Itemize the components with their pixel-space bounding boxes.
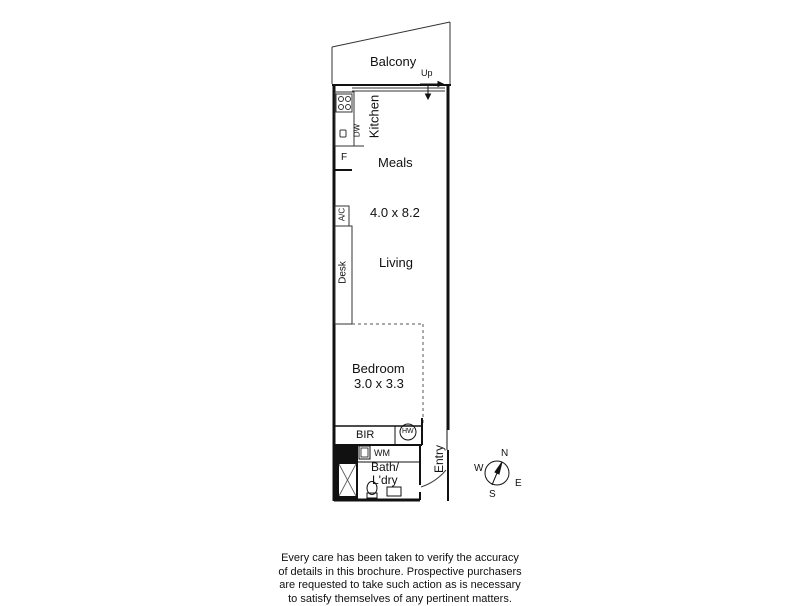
bedroom-dimensions: 3.0 x 3.3 <box>354 376 404 391</box>
hw-label: HW <box>402 428 414 435</box>
disclaimer-line: Every care has been taken to verify the accuracy <box>250 552 550 566</box>
bath-label: Bath/ <box>371 460 399 474</box>
disclaimer <box>250 552 550 606</box>
living-dimensions: 4.0 x 8.2 <box>370 205 420 220</box>
living-label: Living <box>379 255 413 270</box>
laundry-label: L'dry <box>372 473 398 487</box>
compass-east: E <box>515 478 522 489</box>
wm-label: WM <box>374 448 390 458</box>
compass-north: N <box>501 448 508 459</box>
kitchen-label: Kitchen <box>367 92 382 142</box>
fridge-label: F <box>341 152 347 163</box>
compass-icon <box>485 461 509 485</box>
disclaimer-line: to satisfy themselves of any pertinent matters. <box>250 593 550 606</box>
disclaimer-line: of details in this brochure. Prospective purchasers <box>250 566 550 580</box>
up-arrow-icon <box>420 82 443 100</box>
meals-label: Meals <box>378 155 413 170</box>
disclaimer-line: are requested to take such action as is necessary <box>250 579 550 593</box>
compass-south: S <box>489 489 496 500</box>
compass-west: W <box>474 463 483 474</box>
entry-label: Entry <box>432 439 446 479</box>
balcony-label: Balcony <box>370 54 416 69</box>
dw-label: DW <box>353 121 362 141</box>
desk-label: Desk <box>338 253 349 293</box>
ac-label: A/C <box>338 205 347 225</box>
bir-label: BIR <box>356 429 374 441</box>
up-label: Up <box>421 68 433 78</box>
bedroom-label: Bedroom <box>352 361 405 376</box>
